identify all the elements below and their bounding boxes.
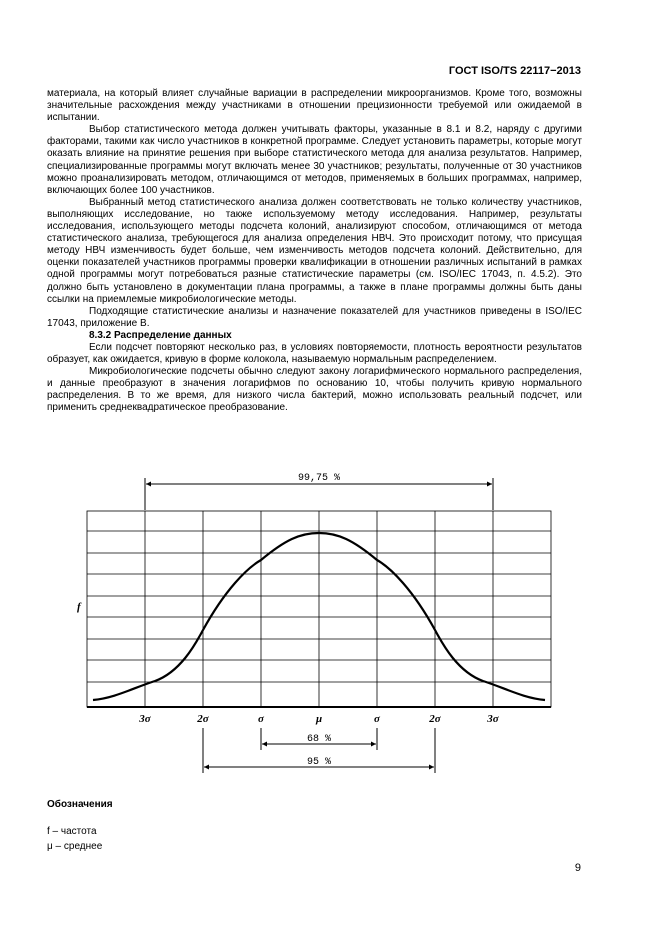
span-68-label: 68 % bbox=[306, 734, 332, 745]
paragraph: Если подсчет повторяют несколько раз, в условиях повторяемости, плотность вероятности результатов образует, как ожидается, кривую в форме колокола, называемую нормальным распределением. bbox=[47, 341, 582, 366]
paragraph: Выбранный метод статистического анализа должен соответствовать не только количеству участников, выполняющих исследование, но также используемому методу исследования. Например, результаты исследования, использующего методы подсчета колоний, анализируют способом, отличающимся от метода статистического анализа, требующегося для анализа определения НВЧ. Это происходит потому, что присущая методу НВЧ изменчивость будет больше, чем изменчивость методов подсчета колоний. Действительно, для оценки показателей участников программы проверки квалификации в отношении различных испытаний в рамках одной программы могут потребоваться разные статистические параметры (см. ISO/IEC 17043, п. 4.5.2). Это должно быть установлено в документации плана программы, а также в плане программы должны быть даны ссылки на приемлемые микробиологические методы. bbox=[47, 196, 582, 305]
tick-label: 3σ bbox=[139, 713, 151, 725]
tick-label: σ bbox=[258, 713, 264, 725]
paragraph: Микробиологические подсчеты обычно следуют закону логарифмического нормального распределения, и данные преобразуют в значения логарифмов по основанию 10, чтобы получить кривую нормального распределения. В то же время, для низкого числа бактерий, можно использовать реальный подсчет, или применить среднеквадратическое преобразование. bbox=[47, 366, 582, 414]
tick-label: σ bbox=[374, 713, 380, 725]
paragraph: материала, на который влияет случайные вариации в распределении микроорганизмов. Кроме того, возможны значительные расхождения между участниками в отношении прецизионности требуемой или ожидаемой в испытании. bbox=[47, 88, 582, 124]
chart-grid bbox=[87, 511, 551, 707]
legend-title: Обозначения bbox=[47, 799, 113, 810]
tick-label: 2σ bbox=[429, 713, 441, 725]
tick-label: 3σ bbox=[487, 713, 499, 725]
tick-label: 2σ bbox=[197, 713, 209, 725]
paragraph: Подходящие статистические анализы и назначение показателей для участников приведены в ISO/IEC 17043, приложение B. bbox=[47, 305, 582, 329]
subsection-heading: 8.3.2 Распределение данных bbox=[89, 329, 232, 341]
span-99-indicator bbox=[145, 470, 493, 510]
legend-item: μ – среднее bbox=[47, 841, 103, 852]
span-95-label: 95 % bbox=[306, 757, 332, 768]
tick-label: μ bbox=[315, 713, 323, 725]
page-number: 9 bbox=[574, 862, 581, 874]
paragraph: Выбор статистического метода должен учитывать факторы, указанные в 8.1 и 8.2, наряду с другими факторами, такими как число участников в конкретной программе. Следует установить параметры, которые могут оказать влияние на принятие решения при выборе статистического метода для анализа результатов. Например, специализированные программы могут включать менее 30 участников; результаты, полученные от 30 участников можно проанализировать методом, отличающимся от методов, применяемых в больших программах, например, включающих более 100 участников. bbox=[47, 124, 582, 196]
legend-item: f – частота bbox=[47, 826, 97, 837]
span-68-indicator bbox=[261, 728, 377, 750]
document-code: ГОСТ ISO/TS 22117−2013 bbox=[448, 65, 581, 77]
span-99-label: 99,75 % bbox=[297, 473, 341, 484]
y-axis-label: f bbox=[77, 601, 81, 613]
